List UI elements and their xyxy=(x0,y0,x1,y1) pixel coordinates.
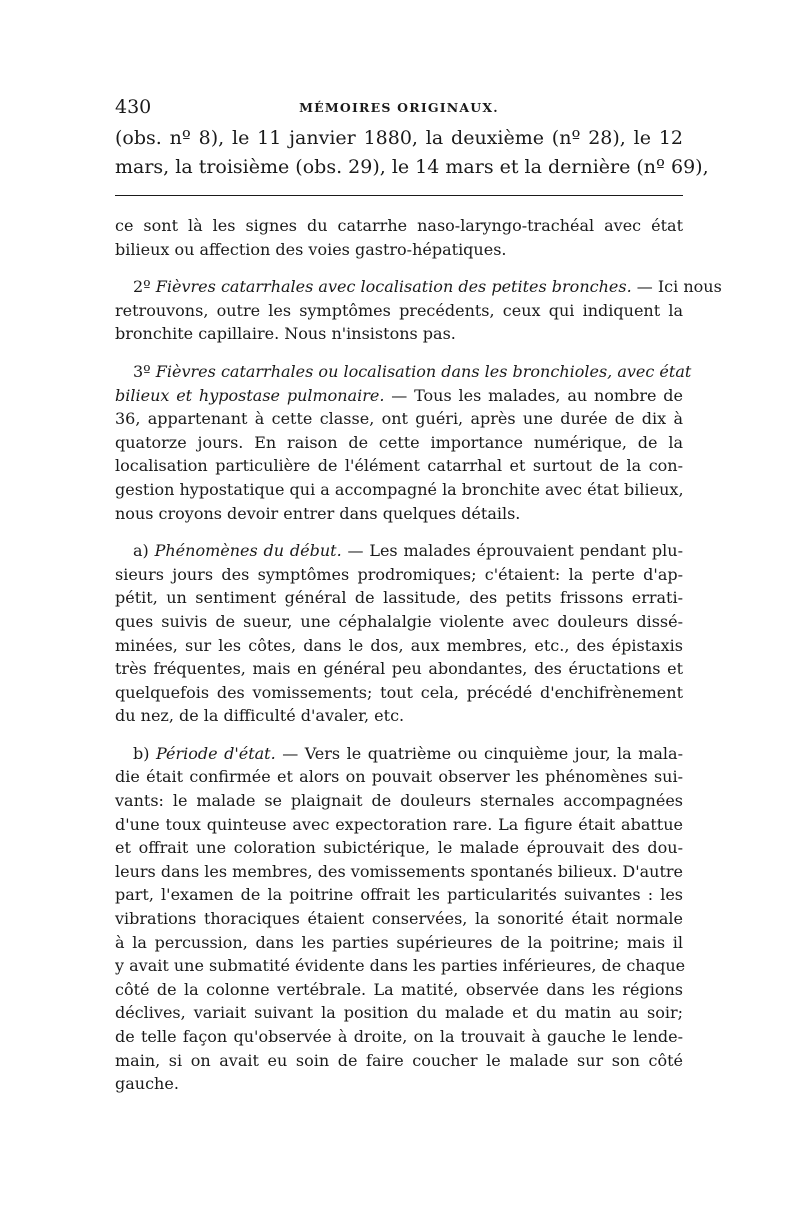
paragraph-summary xyxy=(115,214,683,261)
text-line: vants: le malade se plaignait de douleurs sternales accompagnées xyxy=(115,791,683,811)
text-fragment: — Ici nous xyxy=(636,277,722,297)
section-number: 3º xyxy=(133,361,151,381)
text-line: leurs dans les membres, des vomissements spontanés bilieux. D'autre xyxy=(115,861,683,881)
page-number: 430 xyxy=(115,96,152,118)
text-fragment: — Tous les malades, au nombre de xyxy=(391,385,683,405)
text-line xyxy=(115,539,683,563)
text-line: gauche. xyxy=(115,1074,179,1094)
text-line: côté de la colonne vertébrale. La matité, observée dans les régions xyxy=(115,979,683,999)
text-line: bronchite capillaire. Nous n'insistons pas. xyxy=(115,324,456,344)
text-line: quatorze jours. En raison de cette importance numérique, de la xyxy=(115,432,683,452)
text-line: très fréquentes, mais en général peu abondantes, des éructations et xyxy=(115,659,683,679)
section-heading: Fièvres catarrhales avec localisation des petites bronches. xyxy=(155,277,632,297)
text-line xyxy=(115,384,683,408)
section-divider xyxy=(115,195,683,196)
text-line: main, si on avait eu soin de faire coucher le malade sur son côté xyxy=(115,1050,683,1070)
paragraph-fievres-bronchioles xyxy=(115,360,692,525)
text-line: ques suivis de sueur, une céphalalgie violente avec douleurs dissé- xyxy=(115,611,683,631)
text-line: déclives, variait suivant la position du malade et du matin au soir; xyxy=(115,1003,683,1023)
section-number: 2º xyxy=(133,277,151,297)
text-line: du nez, de la difficulté d'avaler, etc. xyxy=(115,706,405,726)
paragraph-fievres-petites-bronches xyxy=(115,275,722,346)
text-fragment: — Vers le quatrième ou cinquième jour, la mala- xyxy=(282,743,683,763)
text-line: vibrations thoraciques étaient conservées, la sonorité était normale xyxy=(115,909,683,929)
text-line: et offrait une coloration subictérique, le malade éprouvait des dou- xyxy=(115,838,683,858)
text-line: quelquefois des vomissements; tout cela, précédé d'enchifrènement xyxy=(115,682,683,702)
subsection-heading: Période d'état. xyxy=(155,743,276,763)
text-line: die était confirmée et alors on pouvait observer les phénomènes sui- xyxy=(115,767,683,787)
subsection-label: b) xyxy=(133,743,150,763)
text-line: y avait une submatité évidente dans les parties inférieures, de chaque xyxy=(115,956,686,976)
text-line: localisation particulière de l'élément catarrhal et surtout de la con- xyxy=(115,456,683,476)
text-line: 36, appartenant à cette classe, ont guéri, après une durée de dix à xyxy=(115,409,683,429)
paragraph-periode-etat xyxy=(115,742,686,1096)
section-heading: Fièvres catarrhales ou localisation dans les bronchioles, avec état xyxy=(155,361,692,381)
continuation-line: (obs. nº 8), le 11 janvier 1880, la deuxième (nº 28), le 12 xyxy=(115,127,683,149)
text-line: de telle façon qu'observée à droite, on la trouvait à gauche le lende- xyxy=(115,1027,683,1046)
text-line: sieurs jours des symptômes prodromiques; c'étaient: la perte d'ap- xyxy=(115,564,683,584)
text-line: retrouvons, outre les symptômes precédents, ceux qui indiquent la xyxy=(115,300,683,320)
text-line: minées, sur les côtes, dans le dos, aux membres, etc., des épistaxis xyxy=(115,635,683,655)
text-line: à la percussion, dans les parties supérieures de la poitrine; mais il xyxy=(115,932,683,952)
text-line xyxy=(115,360,692,384)
text-line: d'une toux quinteuse avec expectoration rare. La figure était abattue xyxy=(115,814,683,834)
continuation-block xyxy=(115,124,709,182)
section-heading-continued: bilieux et hypostase pulmonaire. xyxy=(115,385,385,405)
text-line xyxy=(115,275,722,299)
text-fragment: — Les malades éprouvaient pendant plu- xyxy=(347,541,683,561)
paragraph-phenomenes-debut xyxy=(115,539,683,728)
text-line: pétit, un sentiment général de lassitude, des petits frissons errati- xyxy=(115,588,683,608)
text-line: nous croyons devoir entrer dans quelques détails. xyxy=(115,503,521,523)
running-head xyxy=(115,96,683,124)
text-line: part, l'examen de la poitrine offrait les particularités suivantes : les xyxy=(115,885,683,905)
continuation-line: mars, la troisième (obs. 29), le 14 mars et la dernière (nº 69), xyxy=(115,156,709,178)
subsection-heading: Phénomènes du début. xyxy=(154,541,342,561)
text-line: gestion hypostatique qui a accompagné la bronchite avec état bilieux, xyxy=(115,479,684,499)
text-line: bilieux ou affection des voies gastro-hépatiques. xyxy=(115,239,507,259)
book-page xyxy=(115,96,722,1096)
text-line: ce sont là les signes du catarrhe naso-laryngo-trachéal avec état xyxy=(115,216,683,235)
subsection-label: a) xyxy=(133,541,149,561)
running-title: MÉMOIRES ORIGINAUX. xyxy=(299,100,499,115)
text-line xyxy=(115,742,683,766)
